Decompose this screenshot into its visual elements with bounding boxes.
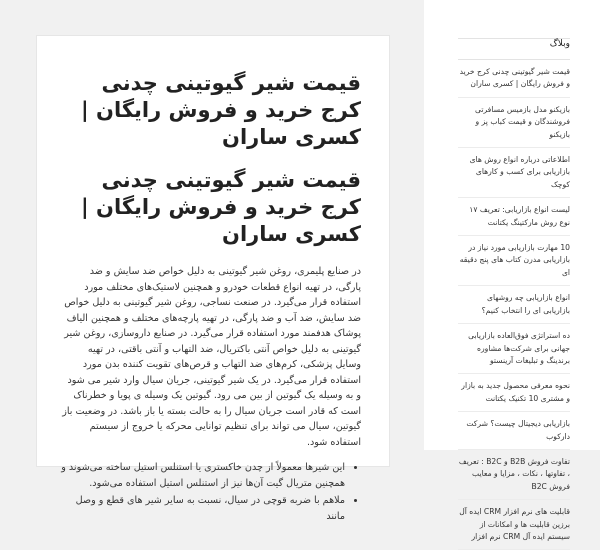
list-item	[458, 374, 570, 412]
post-heading: قیمت شیر گیوتینی چدنی کرج خرید و فروش رایگان | کسری ساران	[81, 168, 361, 246]
article-paragraph: در صنایع پلیمری، روغن شیر گیوتینی به دلیل خواص ضد سایش و ضد پارگی، در تهیه انواع قطعات خودرو و همچنین لاستیک‌های مختلف مورد استفاده قرار می‌گیرد. در صنعت نساجی، روغن شیر گیوتینی به دلیل خواص ضد سایش، ضد آب و ضد پارگی، در تهیه پارچه‌های مختلف و همچنین الیاف پوشاک هدفمند مورد استفاده قرار می‌گیرد. در صنایع داروسازی، روغن شیر گیوتینی به دلیل خواص آنتی باکتریال، ضد التهاب و آنتی باقتی، در تهیه وسایل پزشکی، کرم‌های ضد التهاب و قرص‌های تقویت کننده بدن مورد استفاده قرار می‌گیرد. در یک شیر گیوتینی، جریان سیال وارد شیر می شود و به وسیله یک گیوتین از بین می رود. گیوتین یک وسیله ی پویا و خطرناک است که قادر است جریان سیال را به حالت بسته یا باز باشد. در وضعیت باز گیوتین، سیال می تواند برای تنظیم توانایی محرکه یا خروج از سیستم استفاده شود.	[62, 266, 361, 448]
post-link[interactable]: قابلیت های نرم افزار CRM ایده آل برزین قابلیت ها و امکانات از سیستم ایده آل CRM نرم افزار	[459, 507, 570, 541]
sidebar	[424, 0, 600, 541]
article-bullet-list	[61, 460, 345, 524]
list-item	[458, 412, 570, 450]
recent-posts-list	[458, 60, 570, 550]
list-item	[458, 60, 570, 98]
post-link[interactable]: قیمت شیر گیوتینی چدنی کرج خرید و فروش رایگان | کسری ساران	[459, 67, 570, 89]
page-title: قیمت شیر گیوتینی چدنی کرج خرید و فروش رایگان | کسری ساران	[81, 71, 361, 149]
list-item	[458, 98, 570, 148]
list-item: • ملاهم با ضربه قوچی در سیال، نسبت به سایر شیر های قطع و وصل مانند	[61, 493, 345, 524]
post-link[interactable]: 10 مهارت بازاریابی مورد نیاز در بازاریابی مدرن کتاب های پنج دقیقه ای	[459, 243, 570, 277]
list-item: • این شیرها معمولاً از چدن خاکستری یا استنلس استیل ساخته می‌شوند و همچنین متریال گیت آن‌ها نیز از استنلس استیل استفاده می‌شود.	[61, 460, 345, 491]
article-content	[37, 36, 389, 524]
post-link[interactable]: نحوه معرفی محصول جدید به بازار و مشتری 10 تکنیک یکتانت	[461, 381, 570, 403]
list-item	[458, 500, 570, 550]
list-item	[458, 198, 570, 236]
article-card	[36, 35, 390, 522]
list-item	[458, 236, 570, 286]
post-link[interactable]: ده استراتژی فوق‌العاده بازاریابی جهانی برای شرکت‌ها مشاوره برندینگ و تبلیغات آرینستو	[468, 331, 570, 365]
widget-title: وبلاگ	[458, 38, 570, 60]
post-link[interactable]: انواع بازاریابی چه روشهای بازاریابی ای را انتخاب کنیم؟	[481, 293, 570, 315]
post-link[interactable]: بازاریابی دیجیتال چیست؟ شرکت دارکوب	[466, 419, 570, 441]
post-link[interactable]: لیست انواع بازاریابی: تعریف ۱۷ نوع روش مارکتینگ یکتانت	[469, 205, 570, 227]
list-item	[458, 324, 570, 374]
list-item	[458, 450, 570, 500]
sidebar-widget	[424, 0, 600, 550]
post-link[interactable]: تفاوت فروش B2B و B2C : تعریف ، تفاوتها ، نکات ، مزایا و معایب فروش B2C	[458, 456, 570, 491]
post-link[interactable]: بازیکنو مدل بازمیس مسافرتی فروشندگان و قیمت کباب پز و بازیکنو	[475, 104, 570, 139]
post-link[interactable]: اطلاعاتی درباره انواع روش های بازاریابی برای کسب و کارهای کوچک	[469, 155, 570, 189]
list-item	[458, 286, 570, 324]
list-item	[458, 148, 570, 198]
